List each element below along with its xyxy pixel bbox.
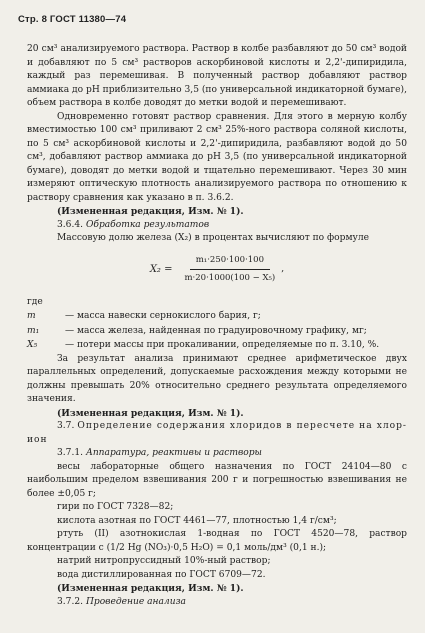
page-header: Стр. 8 ГОСТ 11380—74 [18, 14, 127, 25]
section-number: 3.7. [57, 421, 75, 431]
formula-denominator: m·20·1000(100 − X₅) [184, 273, 276, 283]
variable-definitions [27, 296, 407, 353]
paragraph-1: 20 см³ анализируемого раствора. Раствор в колбе разбавляют до 50 см³ водой и добавляют по 5 см³ растворов аскорбиновой кислоты и 2,2'-дипиридила, каждый раз перемешивая. В полученный раствор добавляют раствор аммиака до pH приблизительно 3,5 (по универсальной индикаторной бумаге), объем раствора в колбе доводят до метки водой и перемешивают. [27, 44, 407, 108]
definition-term: m [27, 311, 36, 321]
list-item: натрий нитропруссидный 10%-ный раствор; [57, 556, 271, 566]
list-item: гири по ГОСТ 7328—82; [57, 502, 174, 512]
formula-lhs: X₂ = [149, 263, 173, 275]
iron-formula [27, 252, 407, 288]
definition-term: X₅ [27, 340, 38, 350]
formula-tail: , [281, 263, 285, 274]
document-body [27, 43, 407, 609]
definition-term: m₁ [27, 325, 40, 336]
section-3-7-2-heading [27, 596, 407, 610]
list-item: весы лабораторные общего назначения по ГОСТ 24104—80 с наибольшим пределом взвешивания 200 г и погрешностью взвешивания не более ±0,05 г; [27, 461, 407, 499]
paragraph-3: Массовую долю железа (X₂) в процентах вычисляют по формуле [57, 233, 370, 243]
revision-note-3: (Измененная редакция, Изм. № 1). [57, 583, 244, 594]
revision-note-1: (Измененная редакция, Изм. № 1). [57, 206, 244, 217]
definition-text: — потери массы при прокаливании, определяемые по п. 3.10, %. [65, 340, 380, 350]
section-3-6-4-heading [27, 219, 407, 233]
section-number: 3.7.2. [57, 596, 84, 607]
section-title: Определение содержания хлоридов в пересчете на хлор-ион [27, 421, 407, 445]
where-label: где [27, 296, 43, 307]
section-title: Аппаратура, реактивы и растворы [85, 448, 262, 458]
section-title: Проведение анализа [85, 596, 186, 607]
list-item: вода дистиллированная по ГОСТ 6709—72. [57, 569, 266, 580]
paragraph-2: Одновременно готовят раствор сравнения. Для этого в мерную колбу вместимостью 100 см³ приливают 2 см³ 25%-ного раствора соляной кислоты, по 5 см³ аскорбиновой кислоты и 2,2'-дипиридила, разбавляют водой до 50 см³, добавляют раствор аммиака до pH 3,5 (по универсальной индикаторной бумаге), доводят до метки водой и тщательно перемешивают. Через 30 мин измеряют оптическую плотность анализируемого раствора по отношению к раствору сравнения как указано в п. 3.6.2. [27, 111, 407, 203]
revision-note-2: (Измененная редакция, Изм. № 1). [57, 407, 244, 419]
section-3-7-1-heading [27, 447, 407, 461]
definition-text: — масса железа, найденная по градуировочному графику, мг; [65, 325, 367, 336]
section-number: 3.6.4. [57, 219, 84, 230]
formula-fraction [179, 254, 285, 286]
formula-numerator: m₁·250·100·100 [190, 254, 270, 271]
section-title: Обработка результатов [85, 219, 210, 230]
definition-spacer [65, 296, 407, 310]
section-3-7-heading [27, 420, 407, 447]
paragraph-4: За результат анализа принимают среднее арифметическое двух параллельных определений, допускаемые расхождения между которыми не должны превышать 20% относительно среднего результата определяемого значения. [27, 353, 407, 404]
section-number: 3.7.1. [57, 448, 84, 458]
list-item: ртуть (II) азотнокислая 1-водная по ГОСТ 4520—78, раствор концентрации c (1/2 Hg (NO₃)·0,5 H₂O) = 0,1 моль/дм³ (0,1 н.); [27, 529, 407, 553]
definition-text: — масса навески сернокислого бария, г; [65, 311, 261, 321]
list-item: кислота азотная по ГОСТ 4461—77, плотностью 1,4 г/см³; [57, 515, 337, 526]
